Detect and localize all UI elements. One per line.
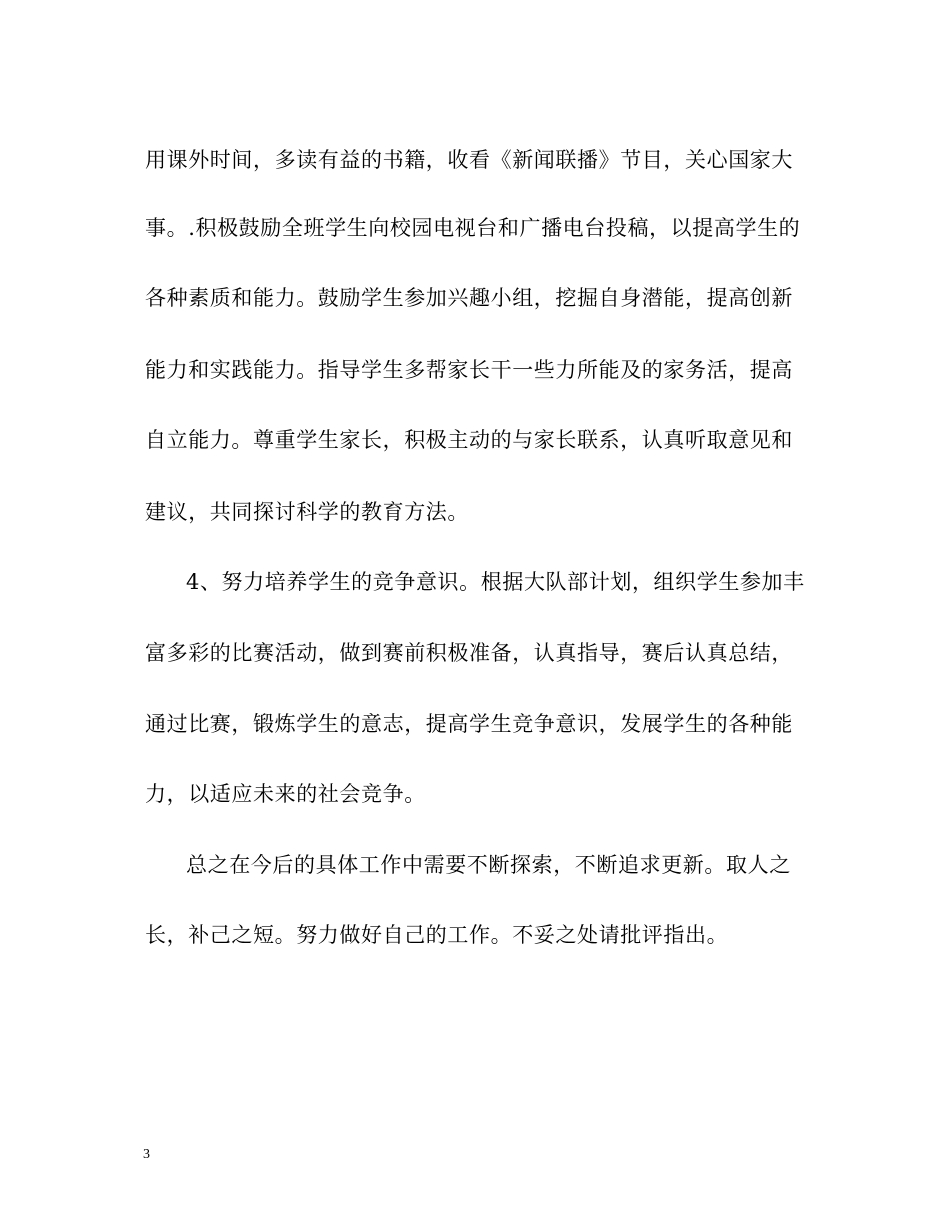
paragraph-line: 用课外时间，多读有益的书籍，收看《新闻联播》节目，关心国家大: [145, 148, 793, 172]
paragraph-line: 能力和实践能力。指导学生多帮家长干一些力所能及的家务活，提高: [145, 358, 793, 382]
paragraph-line: 各种素质和能力。鼓励学生参加兴趣小组，挖掘自身潜能，提高创新: [145, 286, 793, 310]
page-number: 3: [143, 1147, 150, 1162]
paragraph-first-line: 总之在今后的具体工作中需要不断探索，不断追求更新。取人之: [186, 853, 791, 877]
paragraph-line: 事。.积极鼓励全班学生向校园电视台和广播电台投稿，以提高学生的: [145, 216, 801, 240]
paragraph-line: 力，以适应未来的社会竞争。: [145, 782, 426, 806]
paragraph-line: 通过比赛，锻炼学生的意志，提高学生竞争意识，发展学生的各种能: [145, 712, 793, 736]
paragraph-first-line: 4、努力培养学生的竞争意识。根据大队部计划，组织学生参加丰: [186, 570, 805, 594]
paragraph-line: 富多彩的比赛活动，做到赛前积极准备，认真指导，赛后认真总结，: [145, 641, 793, 665]
paragraph-line: 自立能力。尊重学生家长，积极主动的与家长联系，认真听取意见和: [145, 428, 793, 452]
paragraph-line: 建议，共同探讨科学的教育方法。: [145, 500, 469, 524]
paragraph-line: 长，补己之短。努力做好自己的工作。不妥之处请批评指出。: [145, 923, 729, 947]
